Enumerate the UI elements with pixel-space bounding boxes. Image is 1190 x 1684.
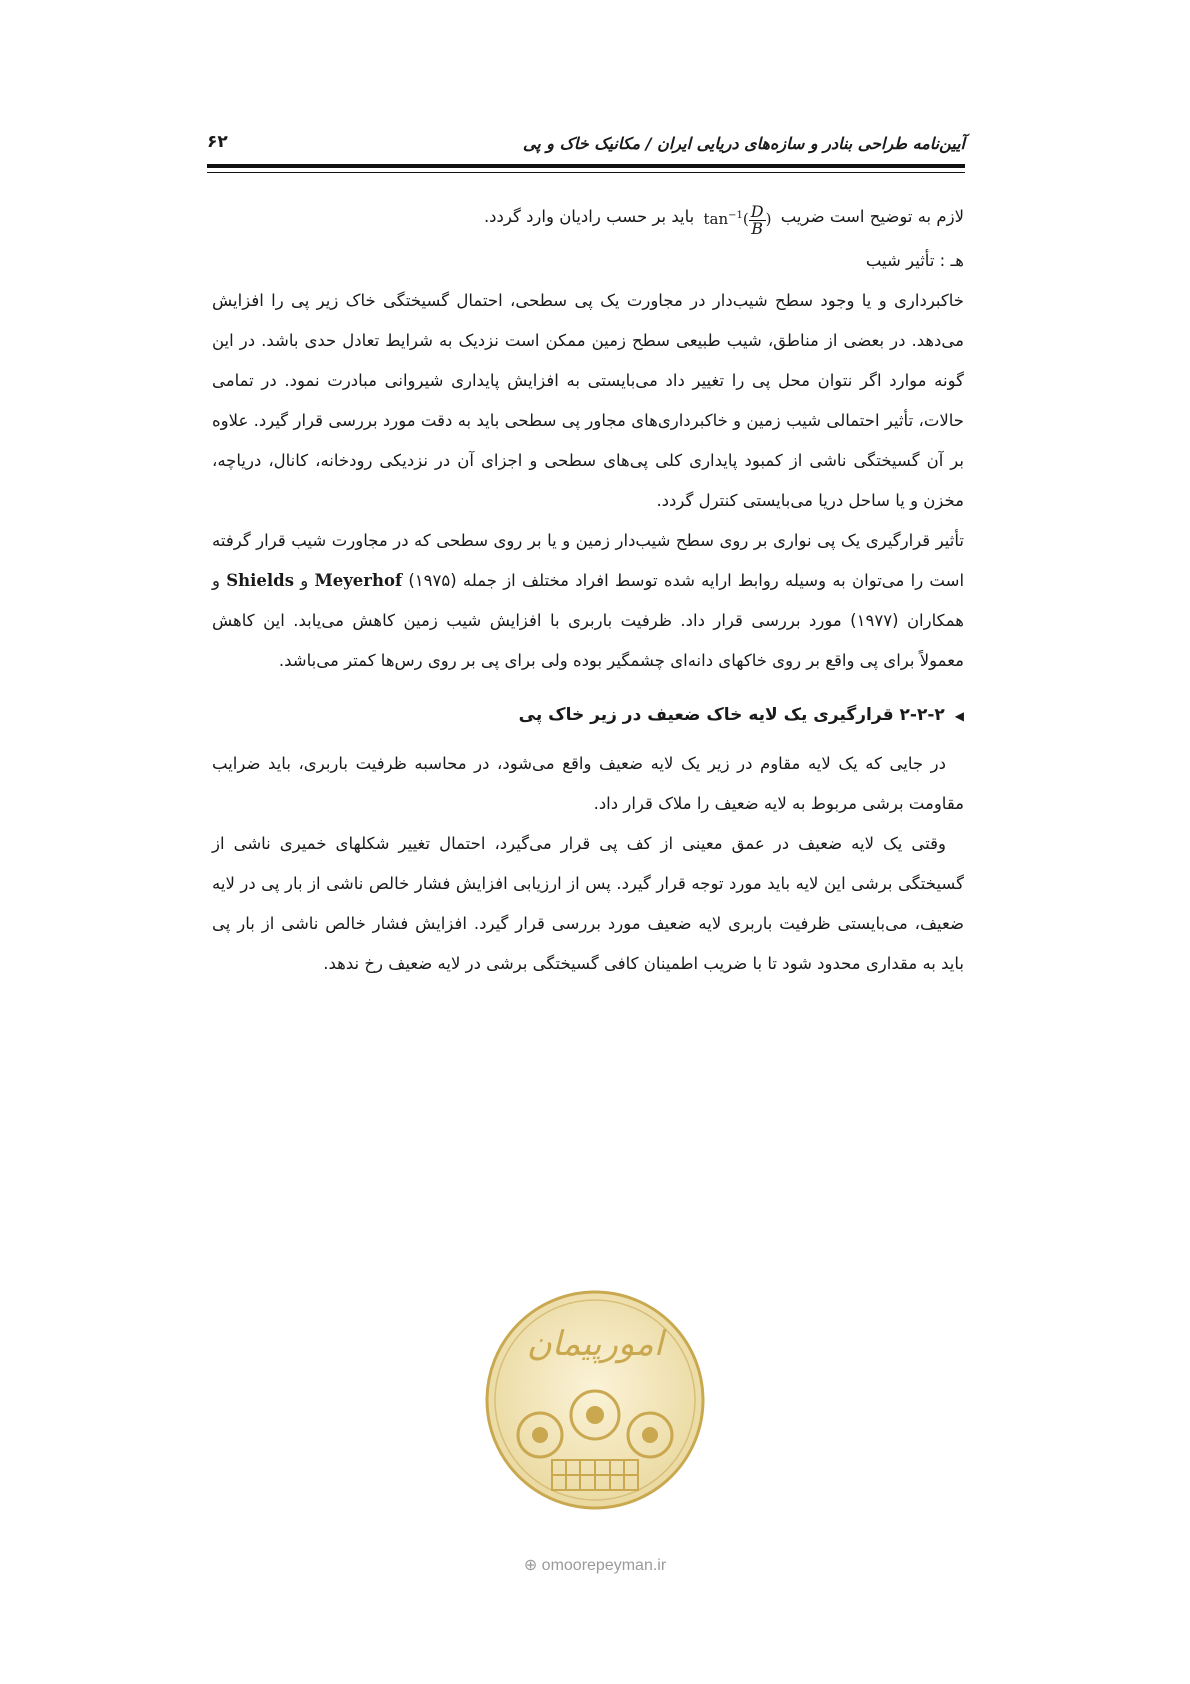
subsection-heading: هـ : تأثیر شیب — [865, 251, 964, 270]
formula-text-after: باید بر حسب رادیان وارد گردد. — [483, 207, 695, 226]
page-body — [212, 190, 964, 984]
formula-numerator: D — [750, 201, 764, 221]
paragraph2-year1: (۱۹۷۵) و — [300, 571, 457, 590]
formula-denominator: B — [751, 218, 764, 238]
website-text: omoorepeyman.ir — [541, 1557, 667, 1574]
formula-text-before: لازم به توضیح است ضریب — [780, 207, 964, 226]
author-shields: Shields — [226, 571, 294, 590]
paragraph-slope-effect: خاکبرداری و یا وجود سطح شیب‌دار در مجاورت یک پی سطحی، احتمال گسیختگی خاک زیر پی را افزایش می‌دهد. در بعضی از مناطق، شیب طبیعی سطح زمین ممکن است نزدیک به شرایط تعادل حدی باشد. در این گونه موارد اگر نتوان محل پی را تغییر داد می‌بایستی به افزایش پایداری شیروانی مبادرت نمود. در تمامی حالات، تأثیر احتمالی شیب زمین و خاکبرداری‌های مجاور پی سطحی باید به دقت مورد بررسی قرار گیرد. علاوه بر آن گسیختگی ناشی از کمبود پایداری کلی پی‌های سطحی و اجزای آن در نزدیکی رودخانه، کانال، دریاچه، مخزن و یا ساحل دریا می‌بایستی کنترل گردد. — [212, 291, 964, 510]
author-meyerhof: Meyerhof — [314, 571, 403, 590]
paragraph-strip-footing — [212, 521, 964, 681]
bullet-triangle-icon: ◀ — [954, 709, 964, 723]
formula-sentence — [212, 196, 964, 239]
paragraph-weak-layer-1: در جایی که یک لایه مقاوم در زیر یک لایه ضعیف واقع می‌شود، در محاسبه ظرفیت باربری، باید ضرایب مقاومت برشی مربوط به لایه ضعیف را ملاک قرار داد. — [212, 754, 964, 813]
watermark-website — [480, 1555, 710, 1575]
formula-fraction — [749, 201, 766, 238]
page-number: ۶۲ — [207, 132, 228, 152]
header-rule-thin — [207, 172, 965, 173]
globe-icon: ⊕ — [523, 1557, 538, 1574]
section-number: ۲-۲-۲ — [899, 705, 945, 725]
section-heading — [212, 695, 964, 736]
paragraph2-part1: تأثیر قرارگیری یک پی نواری بر روی سطح شیب‌دار زمین و یا بر روی سطحی که در مجاورت شیب قرار گرفته است را می‌توان به وسیله روابط ارایه شده توسط افراد مختلف از جمله — [212, 531, 965, 590]
book-title: آیین‌نامه طراحی بنادر و سازه‌های دریایی ایران / مکانیک خاک و پی — [522, 134, 965, 153]
logo-lettering: امورپیمان — [526, 1324, 664, 1364]
arctan-formula: $\tan^{-1}$( $\frac{D}{B}$ ) — [703, 201, 772, 238]
watermark-logo — [480, 1285, 710, 1515]
paragraph2-part2: و همکاران (۱۹۷۷) مورد بررسی قرار داد. ظرفیت باربری با افزایش شیب زمین کاهش می‌یابد. این کاهش معمولاً برای پی واقع بر روی خاکهای دانه‌ای چشمگیر بوده ولی برای پی بر روی رس‌ها کمتر می‌باشد. — [212, 571, 964, 670]
formula-func: tan — [703, 210, 729, 228]
paragraph-weak-layer-2: وقتی یک لایه ضعیف در عمق معینی از کف پی قرار می‌گیرد، احتمال تغییر شکلهای خمیری ناشی از گسیختگی برشی این لایه باید مورد توجه قرار گیرد. پس از ارزیابی افزایش فشار خالص ناشی از بار پی در لایه ضعیف، می‌بایستی ظرفیت باربری لایه ضعیف مورد بررسی قرار گیرد. افزایش فشار خالص ناشی از بار پی باید به مقداری محدود شود تا با ضریب اطمینان کافی گسیختگی برشی در لایه ضعیف رخ ندهد. — [212, 834, 964, 973]
running-header — [207, 128, 965, 164]
formula-sup: −1 — [728, 210, 743, 221]
header-rule-thick — [207, 164, 965, 168]
section-title: قرارگیری یک لایه خاک ضعیف در زیر خاک پی — [518, 705, 894, 725]
